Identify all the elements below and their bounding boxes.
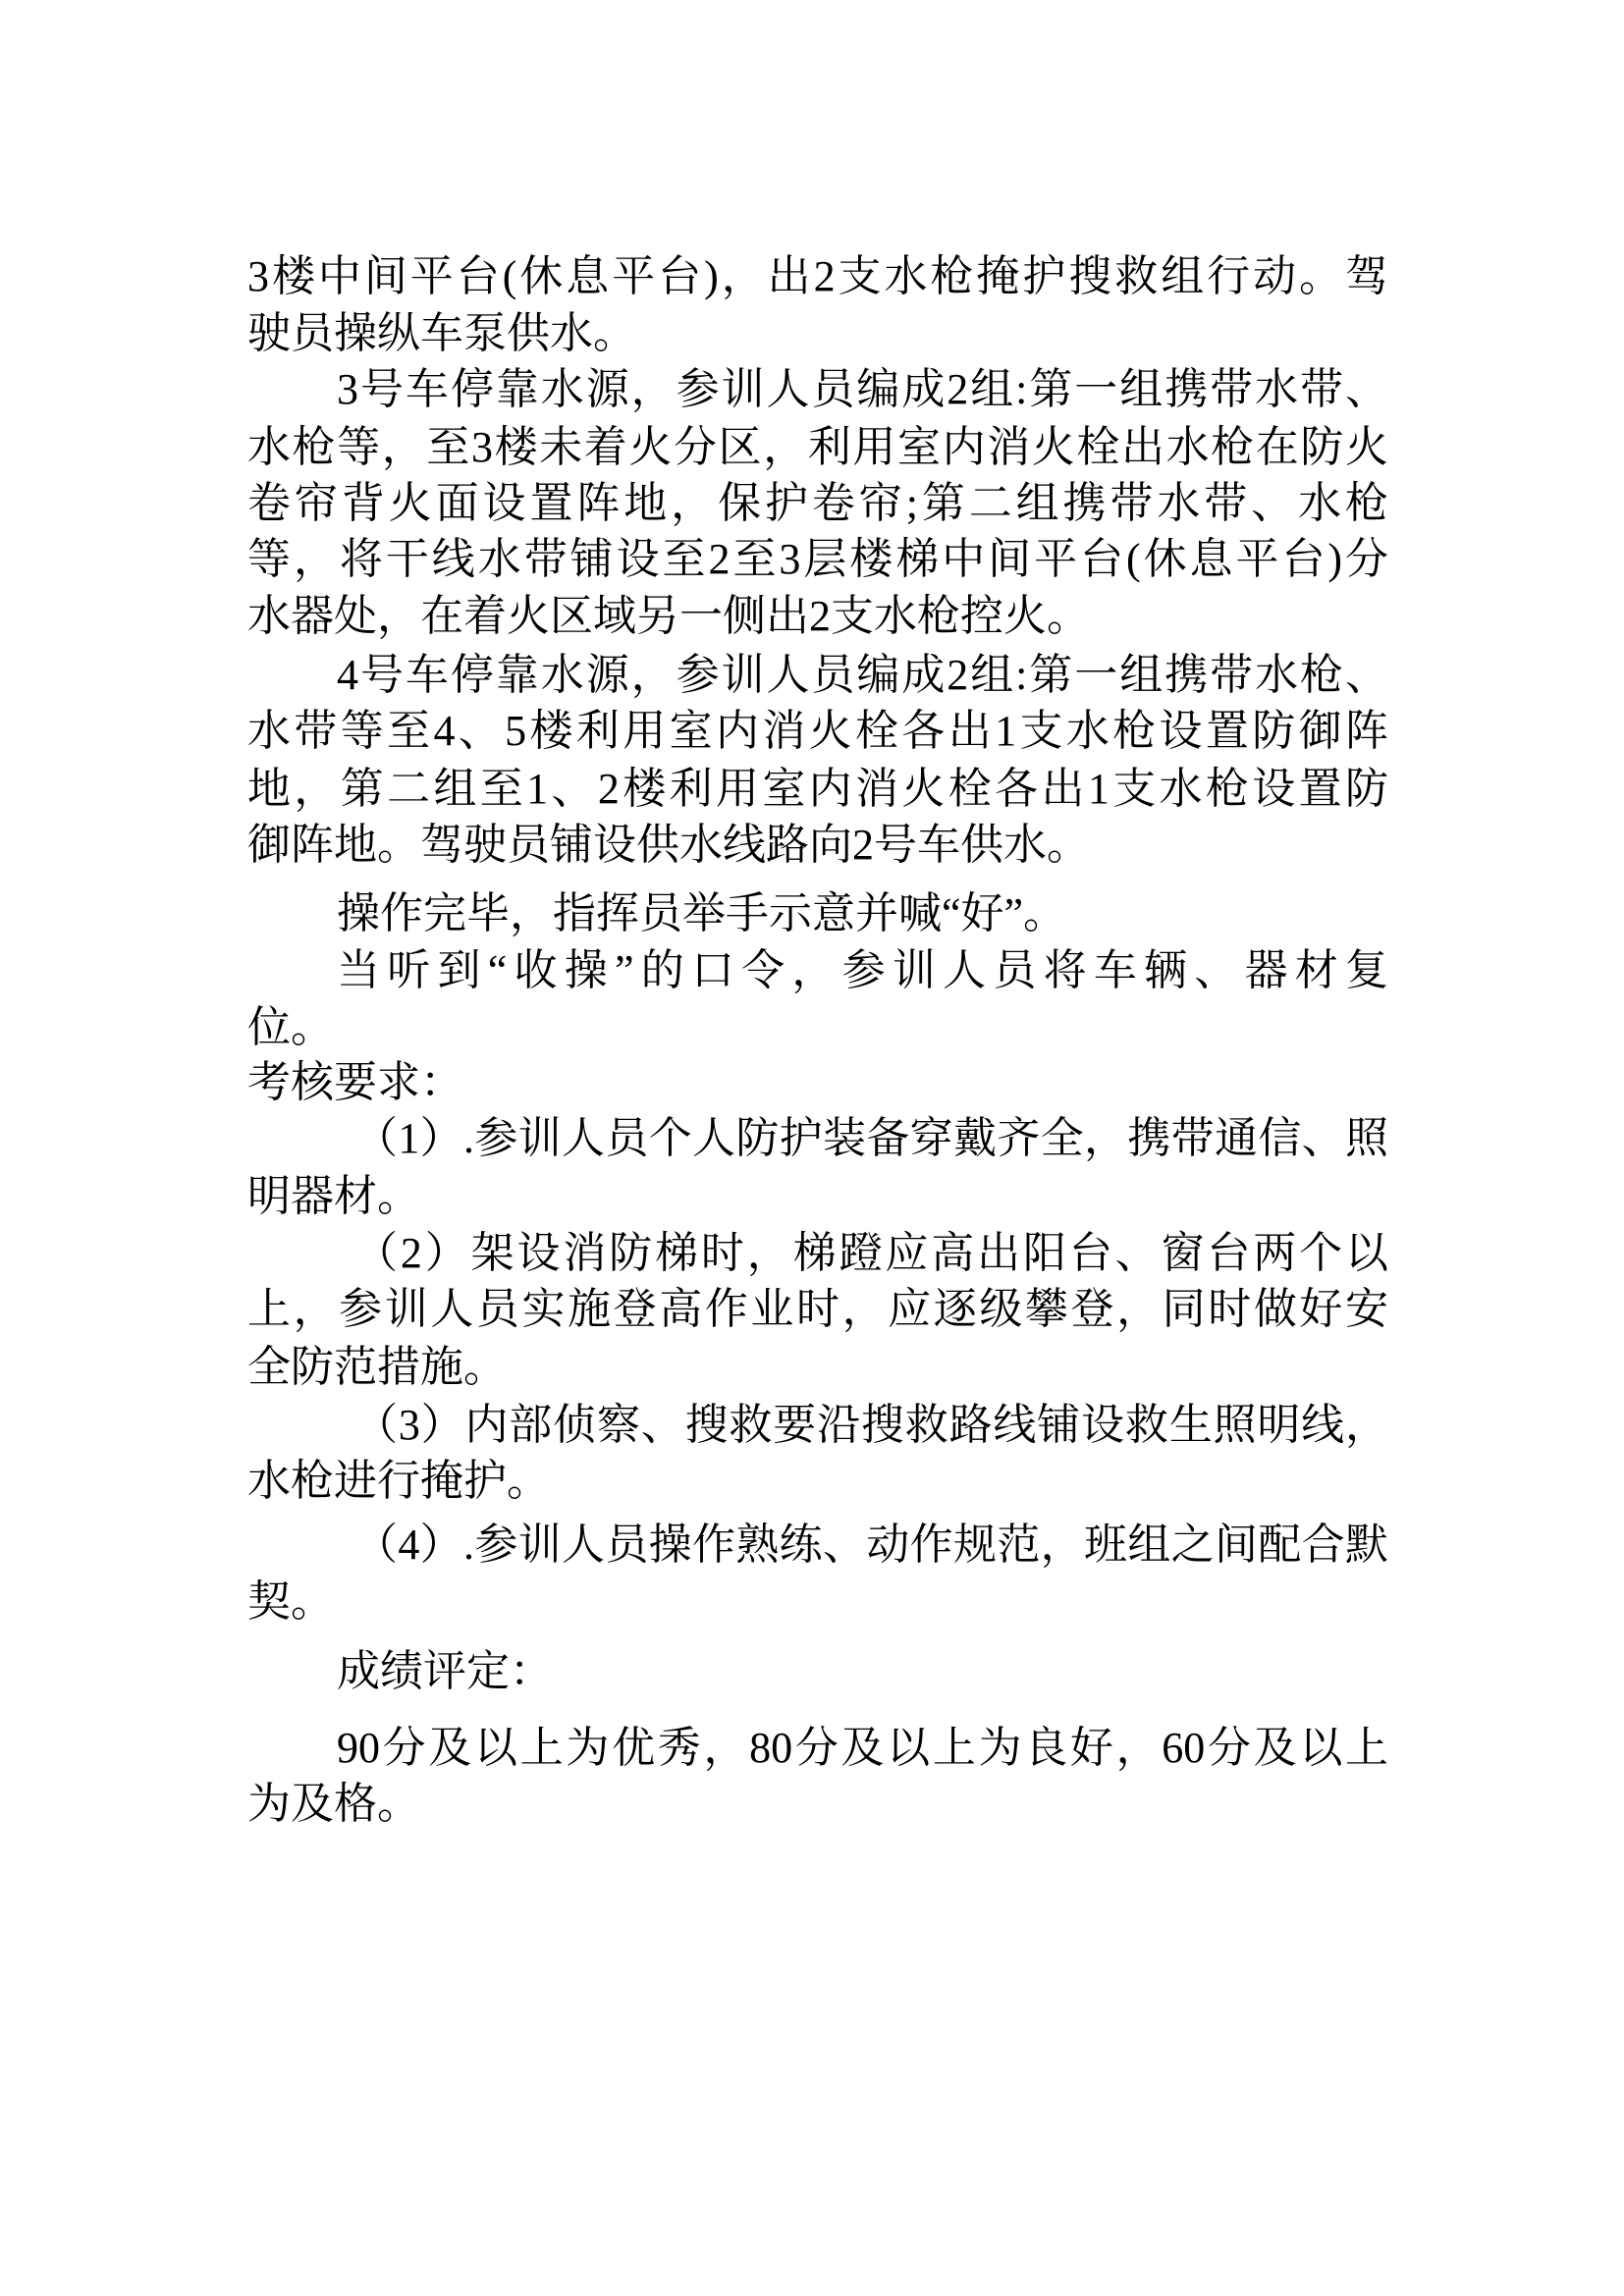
text-line: 驶员操纵车泵供水。	[247, 309, 636, 357]
text-line: 水枪进行掩护。	[247, 1457, 550, 1505]
text-line: 契。	[247, 1577, 334, 1626]
text-line: 为及格。	[247, 1780, 420, 1828]
text-line: 明器材。	[247, 1172, 420, 1220]
text-line: 当听到“收操”的口令，参训人员将车辆、器材复	[337, 946, 1388, 994]
text-line: 3楼中间平台(休息平台)，出2支水枪掩护搜救组行动。驾	[247, 252, 1388, 300]
text-line: 上，参训人员实施登高作业时，应逐级攀登，同时做好安	[247, 1285, 1388, 1333]
text-line: （4）.参训人员操作熟练、动作规范，班组之间配合默	[354, 1521, 1388, 1569]
text-line: （3）内部侦察、搜救要沿搜救路线铺设救生照明线，	[354, 1401, 1388, 1449]
text-line: 90分及以上为优秀，80分及以上为良好，60分及以上	[337, 1724, 1388, 1772]
text-line: 成绩评定：	[337, 1647, 553, 1695]
text-line: 水枪等，至3楼未着火分区，利用室内消火栓出水枪在防火	[247, 423, 1388, 471]
text-line: 地，第二组至1、2楼利用室内消火栓各出1支水枪设置防	[247, 765, 1388, 813]
text-line: 操作完毕，指挥员举手示意并喊“好”。	[337, 889, 1067, 937]
text-line: 等，将干线水带铺设至2至3层楼梯中间平台(休息平台)分	[247, 535, 1388, 583]
text-line: 水带等至4、5楼利用室内消火栓各出1支水枪设置防御阵	[247, 707, 1388, 755]
text-line: （1）.参训人员个人防护装备穿戴齐全，携带通信、照	[354, 1114, 1388, 1162]
text-line: 考核要求：	[247, 1058, 463, 1106]
text-line: 全防范措施。	[247, 1343, 507, 1391]
text-line: 3号车停靠水源，参训人员编成2组:第一组携带水带、	[337, 365, 1388, 413]
text-line: 御阵地。驾驶员铺设供水线路向2号车供水。	[247, 821, 1090, 869]
text-line: 水器处，在着火区域另一侧出2支水枪控火。	[247, 592, 1090, 640]
text-line: 卷帘背火面设置阵地，保护卷帘;第二组携带水带、水枪	[247, 479, 1388, 527]
text-line: 位。	[247, 1003, 334, 1051]
text-line: 4号车停靠水源，参训人员编成2组:第一组携带水枪、	[337, 651, 1388, 699]
text-line: （2）架设消防梯时，梯蹬应高出阳台、窗台两个以	[354, 1229, 1388, 1277]
